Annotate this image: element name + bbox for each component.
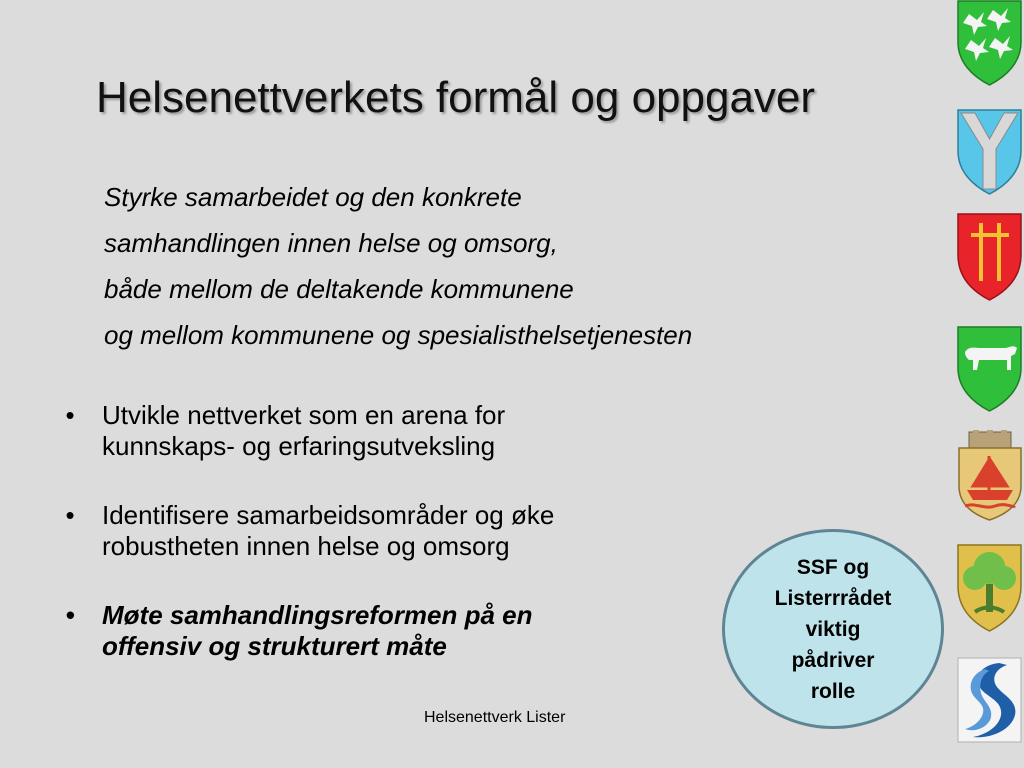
callout-line: viktig [805, 617, 861, 641]
bullet-line: Møte samhandlingsreformen på en [102, 600, 533, 630]
wave-crest-icon [955, 657, 1024, 743]
bullet-line: Utvikle nettverket som en arena for [102, 400, 506, 430]
bullet-list [60, 400, 720, 700]
crosses-crest-icon [955, 213, 1024, 301]
municipality-crests [955, 0, 1024, 768]
tree-crest-icon [955, 544, 1024, 632]
intro-line: og mellom kommunene og spesialisthelsetjenesten [104, 320, 693, 350]
bullet-line: robustheten innen helse og omsorg [102, 531, 510, 561]
callout-line: rolle [810, 679, 856, 703]
slide-footer: Helsenettverk Lister [424, 709, 566, 726]
callout-oval [722, 529, 944, 729]
bullet-line: kunnskaps- og erfaringsutveksling [102, 431, 496, 461]
intro-text [104, 174, 904, 358]
intro-line: Styrke samarbeidet og den konkrete [104, 182, 522, 212]
bullet-item-emphasis [60, 600, 720, 662]
callout-line: SSF og [796, 555, 870, 579]
bullet-marker: • [65, 400, 75, 430]
callout-text [758, 552, 908, 707]
bullet-item [60, 400, 720, 462]
ship-crest-icon [955, 430, 1024, 522]
callout-line: pådriver [791, 648, 875, 672]
callout-line: Listerrrådet [774, 586, 892, 610]
cow-crest-icon [955, 326, 1024, 412]
bullet-item [60, 500, 720, 562]
slide-title: Helsenettverkets formål og oppgaver [96, 73, 816, 122]
bullet-line: Identifisere samarbeidsområder og øke [102, 500, 555, 530]
birds-crest-icon [955, 0, 1024, 86]
bullet-marker: • [65, 500, 75, 530]
y-fork-crest-icon [955, 109, 1024, 195]
intro-line: både mellom de deltakende kommunene [104, 274, 574, 304]
bullet-line: offensiv og strukturert måte [102, 631, 447, 661]
intro-line: samhandlingen innen helse og omsorg, [104, 228, 558, 258]
bullet-marker: • [65, 600, 75, 630]
